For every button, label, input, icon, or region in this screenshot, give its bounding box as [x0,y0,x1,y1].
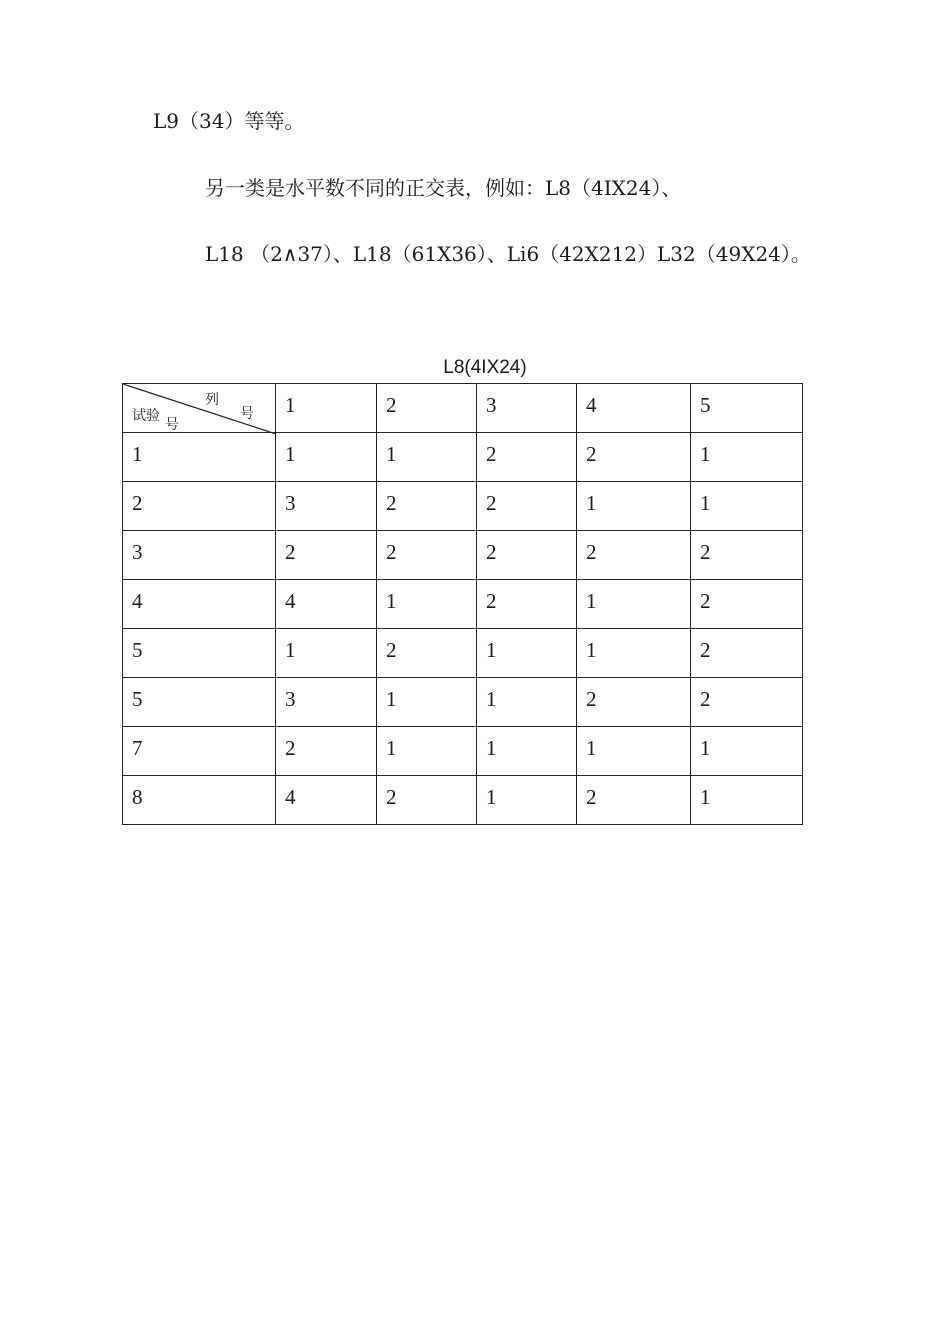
column-header: 5 [691,384,803,433]
table-cell: 1 [577,580,691,629]
table-caption: L8(4IX24) [443,357,527,378]
table-row [123,433,803,482]
table-cell: 2 [691,531,803,580]
table-row [123,727,803,776]
table-cell: 4 [276,580,377,629]
table-cell: 1 [691,776,803,825]
table-cell: 2 [691,629,803,678]
column-header: 3 [477,384,577,433]
table-header-row [123,384,803,433]
table-row [123,580,803,629]
table-cell: 1 [377,727,477,776]
paragraph-line-2: 另一类是水平数不同的正交表，例如：L8（4IX24）、 [205,176,682,200]
paragraph-line-3: L18 （2∧37）、L18（61X36）、Li6（42X212）L32（49X24）。 [205,242,811,266]
table-caption-wrapper [0,358,950,377]
trial-number-cell: 2 [123,482,276,531]
table-cell: 1 [276,629,377,678]
paragraph-line-1: L9（34）等等。 [153,109,305,133]
table-cell: 1 [477,727,577,776]
table-cell: 1 [377,433,477,482]
table-cell: 1 [577,727,691,776]
table-row [123,678,803,727]
trial-number-cell: 7 [123,727,276,776]
table-cell: 2 [276,727,377,776]
trial-number-cell: 8 [123,776,276,825]
trial-number-cell: 5 [123,678,276,727]
table-cell: 2 [577,776,691,825]
table-cell: 1 [377,580,477,629]
table-row [123,776,803,825]
table-cell: 1 [477,629,577,678]
table-cell: 1 [691,482,803,531]
table-cell: 1 [377,678,477,727]
table-cell: 1 [577,629,691,678]
table-cell: 1 [691,727,803,776]
table-cell: 3 [276,678,377,727]
table-row [123,482,803,531]
table-cell: 2 [377,776,477,825]
trial-number-cell: 3 [123,531,276,580]
corner-column-label-suffix: 号 [240,406,254,422]
table-cell: 2 [477,580,577,629]
column-header: 4 [577,384,691,433]
table-cell: 1 [477,678,577,727]
trial-number-cell: 5 [123,629,276,678]
table-cell: 4 [276,776,377,825]
table-cell: 2 [577,531,691,580]
trial-number-cell: 1 [123,433,276,482]
table-cell: 2 [577,678,691,727]
table-cell: 2 [577,433,691,482]
corner-row-label: 试验 [132,408,160,424]
table-cell: 2 [691,678,803,727]
table-row [123,629,803,678]
table-cell: 1 [276,433,377,482]
table-cell: 2 [477,482,577,531]
table-cell: 1 [477,776,577,825]
corner-row-label-suffix: 号 [165,417,179,433]
corner-column-label: 列 [205,392,219,408]
table-cell: 2 [377,531,477,580]
table-cell: 2 [276,531,377,580]
table-cell: 2 [377,629,477,678]
table-cell: 3 [276,482,377,531]
column-header: 2 [377,384,477,433]
table-row [123,531,803,580]
table-cell: 2 [691,580,803,629]
column-header: 1 [276,384,377,433]
table-cell: 2 [477,433,577,482]
table-cell: 2 [477,531,577,580]
trial-number-cell: 4 [123,580,276,629]
table-cell: 1 [577,482,691,531]
table-cell: 1 [691,433,803,482]
table-cell: 2 [377,482,477,531]
orthogonal-table [122,383,803,825]
corner-cell [123,384,276,433]
